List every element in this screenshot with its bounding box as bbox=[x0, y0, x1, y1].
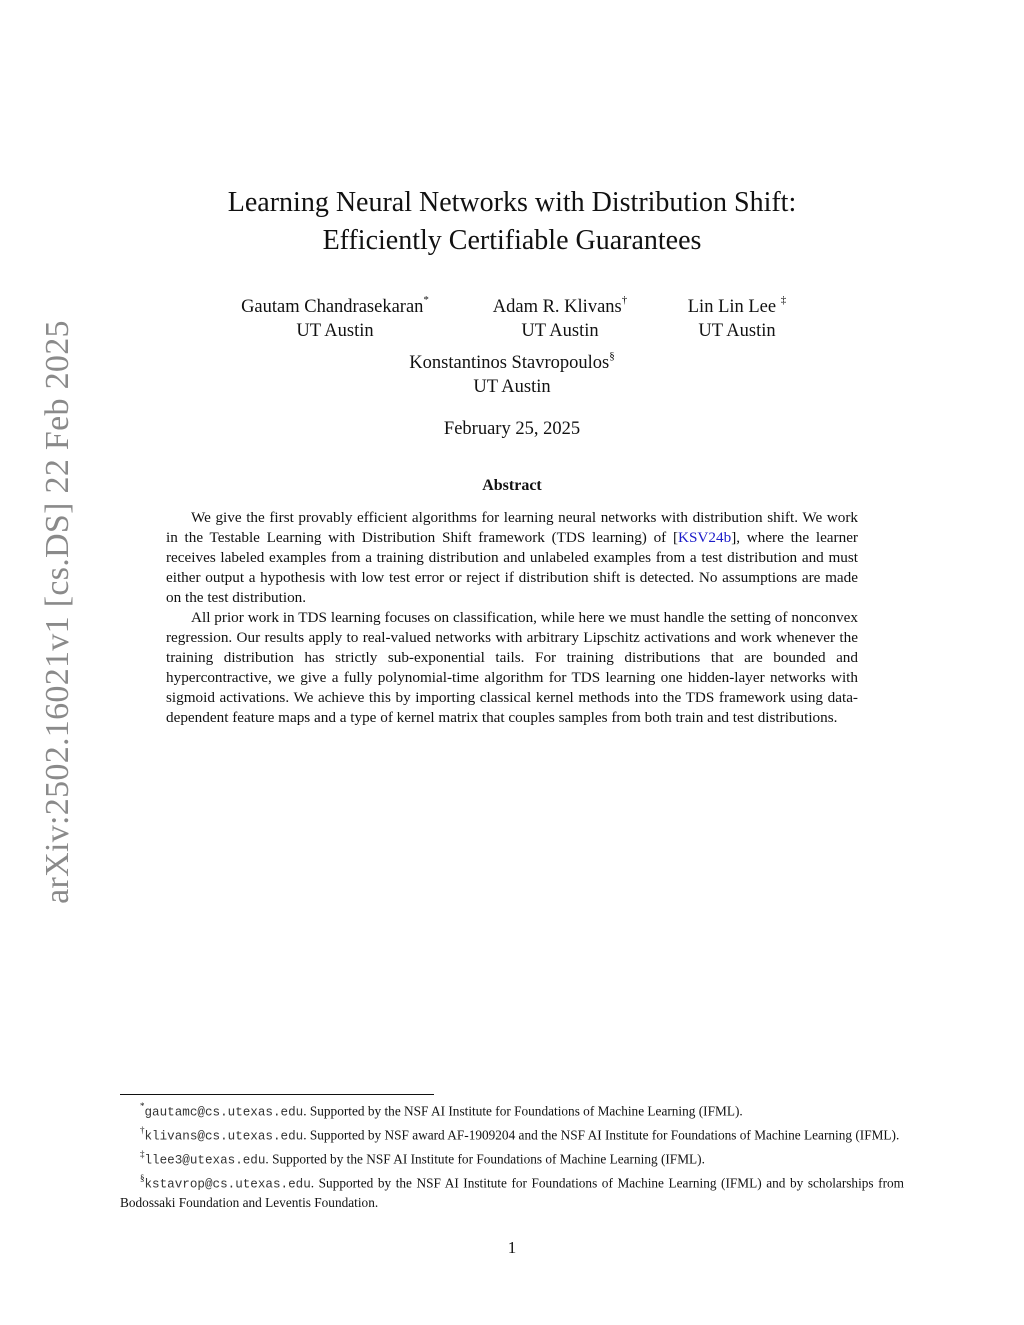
author-footnote-mark: § bbox=[609, 350, 615, 362]
citation-link[interactable]: KSV24b bbox=[678, 529, 732, 546]
email-link[interactable]: klivans@cs.utexas.edu bbox=[144, 1129, 304, 1144]
abstract-heading: Abstract bbox=[482, 477, 542, 494]
email-link[interactable]: llee3@utexas.edu bbox=[144, 1153, 266, 1168]
email-link[interactable]: kstavrop@cs.utexas.edu bbox=[144, 1177, 311, 1192]
author-block bbox=[380, 346, 644, 399]
author-name: Lin Lin Lee bbox=[687, 297, 777, 318]
email-link[interactable]: gautamc@cs.utexas.edu bbox=[144, 1105, 304, 1120]
footnote-rule bbox=[120, 1094, 434, 1095]
author-footnote-mark: † bbox=[621, 294, 628, 306]
author-block bbox=[480, 290, 640, 343]
author-footnote-mark: * bbox=[423, 294, 429, 306]
title-line-2: Efficiently Certifiable Guarantees bbox=[322, 225, 702, 256]
footnote: §kstavrop@cs.utexas.edu. Supported by the NSF AI Institute for Foundations of Machine Learning (IFML) and by scholarships from Bodossaki Foundation and Leventis Foundation. bbox=[120, 1172, 904, 1210]
footnote: †klivans@cs.utexas.edu. Supported by NSF award AF-1909204 and the NSF AI Institute for Foundations of Machine Learning (IFML). bbox=[140, 1124, 900, 1144]
title-line-1: Learning Neural Networks with Distribution Shift: bbox=[227, 187, 797, 218]
author-affiliation: UT Austin bbox=[698, 321, 776, 342]
author-block bbox=[672, 290, 802, 343]
author-affiliation: UT Austin bbox=[296, 321, 374, 342]
publication-date: February 25, 2025 bbox=[443, 419, 581, 439]
abstract-paragraph: All prior work in TDS learning focuses on classification, while here we must handle the setting of nonconvex regression. Our results apply to real-valued networks with arbitrary Lipschitz activations and work whenever the training distribution has strictly sub-exponential tails. For training distributions that are bounded and hypercontractive, we give a fully polynomial-time algorithm for TDS learning one hidden-layer networks with sigmoid activations. We achieve this by importing classical kernel methods into the TDS framework using data-dependent feature maps and a type of kernel matrix that couples samples from both train and test distributions. bbox=[166, 609, 858, 726]
paper-title bbox=[0, 184, 1024, 260]
author-name: Konstantinos Stavropoulos bbox=[409, 353, 610, 374]
author-name: Gautam Chandrasekaran bbox=[241, 297, 424, 318]
footnote: ‡llee3@utexas.edu. Supported by the NSF AI Institute for Foundations of Machine Learning (IFML). bbox=[140, 1148, 705, 1168]
abstract-body bbox=[166, 508, 858, 728]
author-footnote-mark: ‡ bbox=[780, 294, 787, 306]
page-number: 1 bbox=[507, 1238, 517, 1257]
footnotes bbox=[120, 1098, 904, 1212]
author-name: Adam R. Klivans bbox=[492, 297, 622, 318]
arxiv-identifier-text: arXiv:2502.16021v1 [cs.DS] 22 Feb 2025 bbox=[39, 320, 76, 904]
abstract-paragraph: We give the first provably efficient algorithms for learning neural networks with distribution shift. We work in the Testable Learning with Distribution Shift framework (TDS learning) of [KSV24b], where the learner receives labeled examples from a training distribution and unlabeled examples from a test distribution and must either output a hypothesis with low test error or reject if distribution shift is detected. No assumptions are made on the test distribution. bbox=[166, 509, 858, 606]
author-affiliation: UT Austin bbox=[473, 377, 551, 398]
footnote: *gautamc@cs.utexas.edu. Supported by the NSF AI Institute for Foundations of Machine Learning (IFML). bbox=[140, 1101, 743, 1120]
author-block bbox=[225, 290, 445, 343]
author-affiliation: UT Austin bbox=[521, 321, 599, 342]
